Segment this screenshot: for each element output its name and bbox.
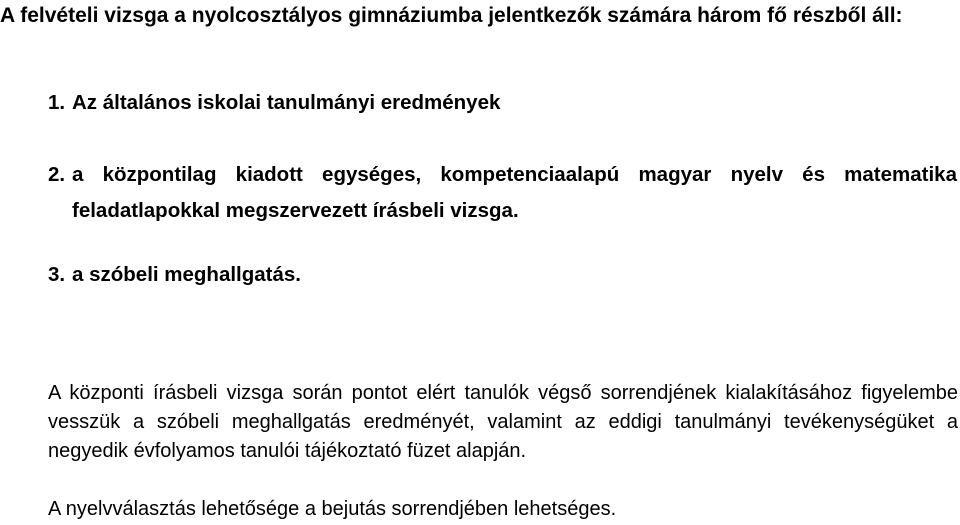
list-item-2 bbox=[48, 157, 957, 229]
list-item-3 bbox=[48, 260, 948, 290]
list-item-text: a központilag kiadott egységes, kompetenciaalapú magyar nyelv és matematika feladatlapokkal megszervezett írásbeli vizsga. bbox=[72, 163, 957, 222]
body-paragraph-evaluation: A központi írásbeli vizsga során pontot elért tanulók végső sorrendjének kialakításához figyelembe vesszük a szóbeli meghallgatás eredményét, valamint az eddigi tanulmányi tevékenységüket a negyedik évfolyamos tanulói tájékoztató füzet alapján. bbox=[48, 382, 958, 462]
list-item-number: 1. bbox=[48, 91, 66, 114]
document-title: A felvételi vizsga a nyolcosztályos gimnáziumba jelentkezők számára három fő részből áll: bbox=[0, 4, 903, 27]
list-item-number: 3. bbox=[48, 263, 66, 286]
list-item-number: 2. bbox=[48, 163, 66, 186]
list-item-text: Az általános iskolai tanulmányi eredmények bbox=[72, 91, 501, 114]
body-paragraph-language-choice: A nyelvválasztás lehetősége a bejutás sorrendjében lehetséges. bbox=[48, 498, 617, 520]
list-item-1 bbox=[48, 88, 948, 118]
list-item-text: a szóbeli meghallgatás. bbox=[72, 263, 301, 286]
